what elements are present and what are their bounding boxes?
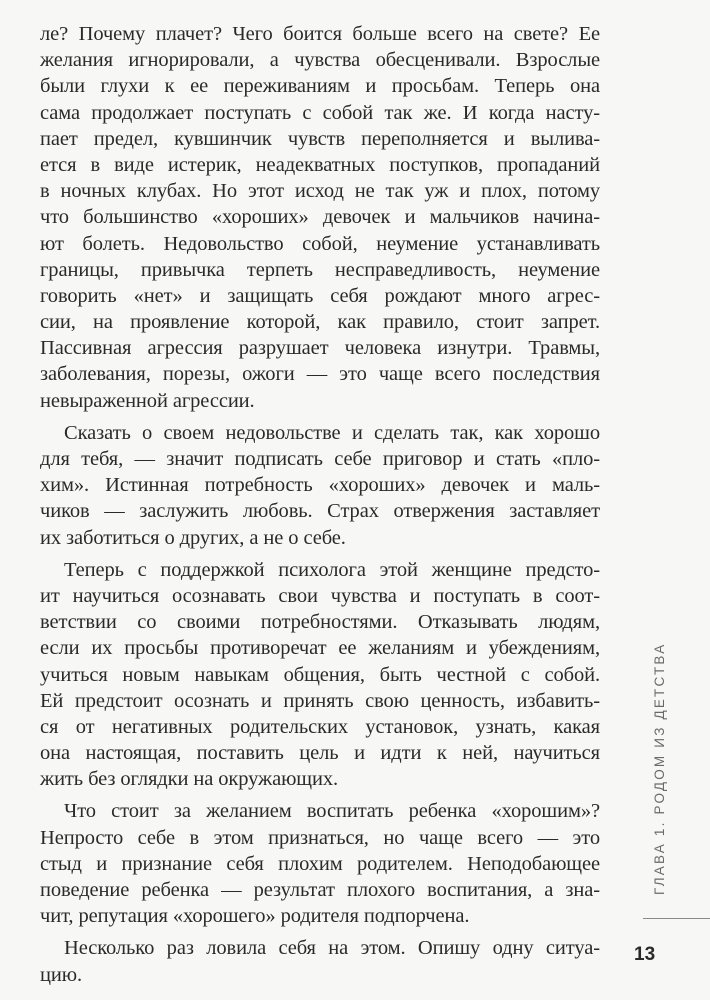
text-line: что большинство «хороших» девочек и мальчиков начина- <box>40 206 600 229</box>
text-line: были глухи к ее переживаниям и просьбам. Теперь она <box>40 75 600 98</box>
text-line: Пассивная агрессия разрушает человека изнутри. Травмы, <box>40 337 600 360</box>
text-line: ют болеть. Недовольство собой, неумение устанавливать <box>40 232 600 255</box>
text-line: ле? Почему плачет? Чего боится больше всего на свете? Ее <box>40 23 600 45</box>
body-text <box>40 21 600 988</box>
paragraph-3 <box>40 557 600 793</box>
text-line: чиков — заслужить любовь. Страх отвержения заставляет <box>40 500 600 523</box>
text-line: Сказать о своем недовольстве и сделать так, как хорошо <box>64 421 600 444</box>
text-line: чит, репутация «хорошего» родителя подпорчена. <box>40 905 470 928</box>
text-line: стыд и признание себя плохим родителем. Неподобающее <box>40 852 600 875</box>
footer-rule <box>643 918 710 919</box>
text-line: ветствии со своими потребностями. Отказывать людям, <box>40 611 600 634</box>
text-line: Что стоит за желанием воспитать ребенка «хорошим»? <box>64 800 600 823</box>
text-line: поведение ребенка — результат плохого воспитания, а зна- <box>40 879 600 901</box>
text-line: сии, на проявление которой, как правило, стоит запрет. <box>40 311 600 334</box>
text-line: заболевания, порезы, ожоги — это чаще всего последствия <box>40 363 600 386</box>
text-line: Теперь с поддержкой психолога этой женщине предсто- <box>64 558 600 581</box>
text-line: если их просьбы противоречат ее желаниям и убеждениям, <box>40 637 600 660</box>
text-line: в ночных клубах. Но этот исход не так уж и плох, потому <box>40 180 600 203</box>
paragraph-5 <box>40 935 600 987</box>
text-line: Несколько раз ловила себя на этом. Опишу одну ситуа- <box>64 937 600 960</box>
text-line: границы, привычка терпеть несправедливость, неумение <box>40 258 600 281</box>
text-line: невыраженной агрессии. <box>40 389 255 412</box>
text-line: желания игнорировали, а чувства обесценивали. Взрослые <box>40 49 600 72</box>
text-line: жить без оглядки на окружающих. <box>40 768 339 791</box>
text-line: пает предел, кувшинчик чувств переполняется и вылива- <box>40 127 600 150</box>
page-number: 13 <box>634 944 656 965</box>
paragraph-1 <box>40 21 600 414</box>
text-line: ит научиться осознавать свои чувства и поступать в соот- <box>40 584 600 607</box>
text-line: их заботиться о других, а не о себе. <box>40 526 346 549</box>
text-line: Ей предстоит осознать и принять свою ценность, избавить- <box>40 689 600 712</box>
text-line: ся от негативных родительских установок, узнать, какая <box>40 715 600 738</box>
text-line: Непросто себе в этом признаться, но чаще всего — это <box>40 826 600 849</box>
paragraph-2 <box>40 420 600 551</box>
text-line: учиться новым навыкам общения, быть честной с собой. <box>40 663 600 686</box>
text-line: она настоящая, поставить цель и идти к ней, научиться <box>40 742 600 765</box>
text-line: цию. <box>40 963 82 986</box>
text-line: хим». Истинная потребность «хороших» девочек и маль- <box>40 474 600 497</box>
text-line: для тебя, — значит подписать себе приговор и стать «пло- <box>40 448 600 470</box>
text-line: говорить «нет» и защищать себя рождают много агрес- <box>40 284 600 307</box>
running-head-chapter-title: ГЛАВА 1. РОДОМ ИЗ ДЕТСТВА <box>652 642 667 895</box>
text-line: сама продолжает поступать с собой так же. И когда насту- <box>40 101 600 124</box>
paragraph-4 <box>40 798 600 929</box>
text-line: ется в виде истерик, неадекватных поступков, пропаданий <box>40 153 600 176</box>
